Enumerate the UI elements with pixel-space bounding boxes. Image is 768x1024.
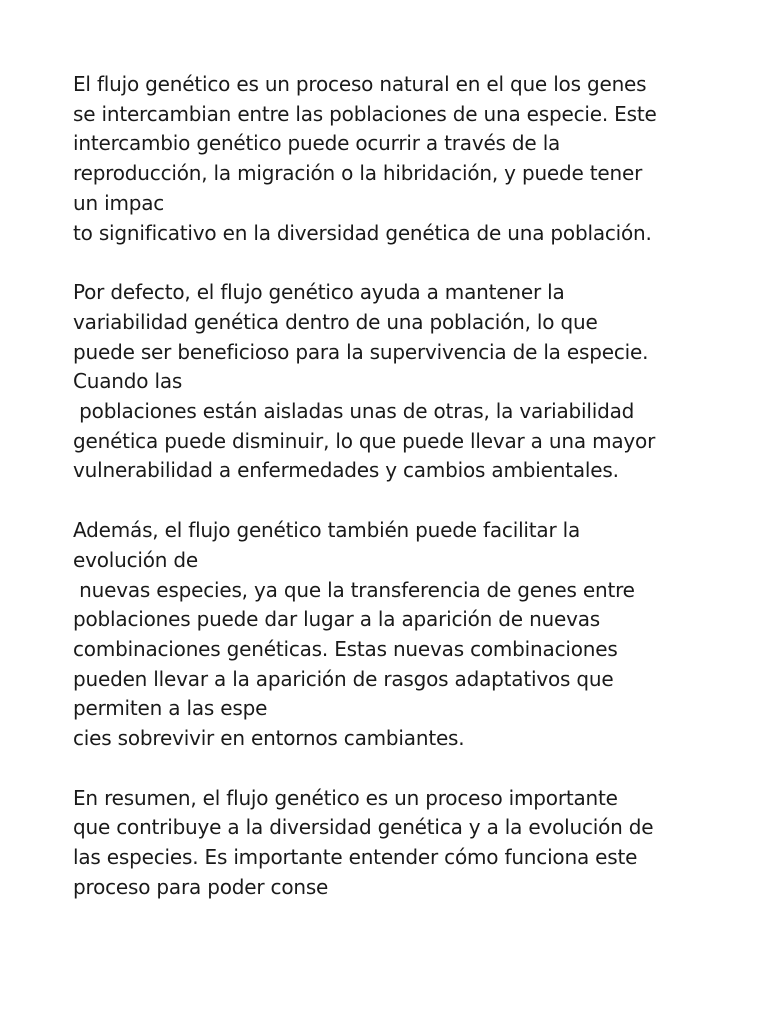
text-line: variabilidad genética dentro de una población, lo que: [73, 309, 598, 334]
text-line: El flujo genético es un proceso natural en el que los genes: [73, 72, 647, 96]
text-line: genética puede disminuir, lo que puede llevar a una mayor: [73, 428, 656, 453]
text-line: Cuando las: [73, 369, 183, 394]
text-line: que contribuye a la diversidad genética y a la evolución de: [73, 815, 654, 840]
text-line: un impac: [73, 190, 165, 215]
text-line: permiten a las espe: [73, 696, 268, 721]
paragraph-2: [73, 278, 728, 486]
text-line: En resumen, el flujo genético es un proceso importante: [73, 785, 618, 810]
text-line: evolución de: [73, 547, 199, 572]
text-line: reproducción, la migración o la hibridación, y puede tener: [73, 161, 643, 186]
text-line: poblaciones puede dar lugar a la aparición de nuevas: [73, 607, 601, 632]
text-line: Por defecto, el flujo genético ayuda a mantener la: [73, 280, 565, 305]
text-line: Además, el flujo genético también puede facilitar la: [73, 518, 581, 543]
text-line: poblaciones están aisladas unas de otras, la variabilidad: [73, 399, 635, 424]
text-line: intercambio genético puede ocurrir a través de la: [73, 131, 561, 156]
text-line: to significativo en la diversidad genética de una población.: [73, 220, 652, 245]
text-line: combinaciones genéticas. Estas nuevas combinaciones: [73, 636, 618, 661]
paragraph-4: [73, 784, 728, 903]
text-line: proceso para poder conse: [73, 874, 329, 899]
text-line: se intercambian entre las poblaciones de una especie. Este: [73, 101, 657, 126]
text-line: las especies. Es importante entender cómo funciona este: [73, 845, 638, 870]
text-line: pueden llevar a la aparición de rasgos adaptativos que: [73, 666, 614, 691]
paragraph-3: [73, 516, 728, 754]
text-line: vulnerabilidad a enfermedades y cambios ambientales.: [73, 458, 619, 483]
text-line: nuevas especies, ya que la transferencia de genes entre: [73, 577, 635, 602]
text-line: puede ser beneficioso para la supervivencia de la especie.: [73, 339, 649, 364]
text-line: cies sobrevivir en entornos cambiantes.: [73, 726, 465, 751]
paragraph-1: [73, 70, 728, 248]
